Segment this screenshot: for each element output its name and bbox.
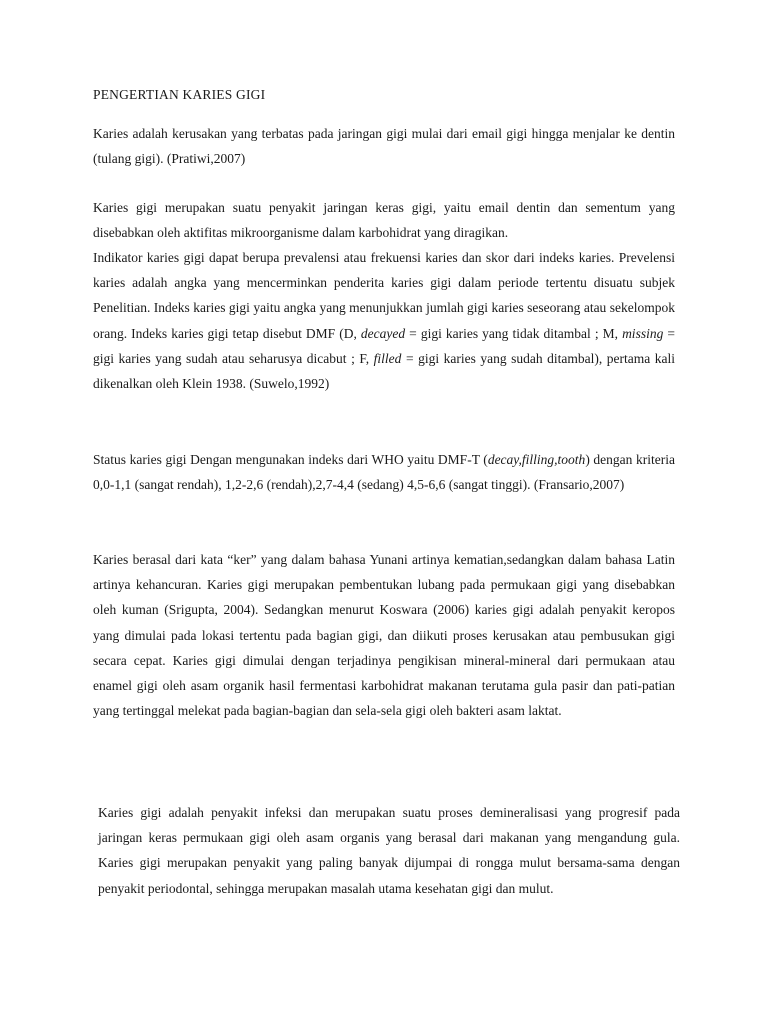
paragraph-definition: Karies adalah kerusakan yang terbatas pada jaringan gigi mulai dari email gigi hingga menjalar ke dentin (tulang gigi). (Pratiwi,2007)	[93, 126, 675, 167]
paragraph-status-text-a: Status karies gigi Dengan mengunakan indeks dari WHO yaitu DMF-T (	[93, 452, 488, 467]
paragraph-origin: Karies berasal dari kata “ker” yang dalam bahasa Yunani artinya kematian,sedangkan dalam bahasa Latin artinya kehancuran. Karies gigi merupakan pembentukan lubang pada permukaan gigi yang disebabkan oleh kuman (Srigupta, 2004). Sedangkan menurut Koswara (2006) karies gigi adalah penyakit keropos yang dimulai pada lokasi tertentu pada bagian gigi, dan diikuti proses kerusakan atau pembusukan gigi secara cepat. Karies gigi dimulai dengan terjadinya pengikisan mineral-mineral dari permukaan atau enamel gigi oleh asam organik hasil fermentasi karbohidrat makanan terutama gula pasir dan pati-patian yang tertinggal melekat pada bagian-bagian dan sela-sela gigi oleh bakteri asam laktat.	[93, 552, 675, 719]
paragraph-hard-tissue: Karies gigi merupakan suatu penyakit jaringan keras gigi, yaitu email dentin dan sementum yang disebabkan oleh aktifitas mikroorganisme dalam karbohidrat yang diragikan.	[93, 200, 675, 241]
paragraph-infection: Karies gigi adalah penyakit infeksi dan merupakan suatu proses demineralisasi yang progresif pada jaringan keras permukaan gigi oleh asam organis yang berasal dari makanan yang mengandung gula. Karies gigi merupakan penyakit yang paling banyak dijumpai di rongga mulut bersama-sama dengan penyakit periodontal, sehingga merupakan masalah utama kesehatan gigi dan mulut.	[98, 805, 680, 896]
term-decayed: decayed	[360, 325, 406, 341]
paragraph-status	[93, 447, 675, 497]
paragraph-indicator-text-b: = gigi karies yang tidak ditambal ; M,	[405, 325, 623, 341]
term-decay-filling-tooth: decay,filling,tooth	[487, 452, 586, 467]
paragraph-indicator-text-c: = gigi karies yang sudah atau seharusya dicabut ; F,	[93, 325, 675, 366]
paragraph-indicator-text-d: = gigi karies yang sudah ditambal), pertama kali dikenalkan oleh Klein 1938. (Suwelo,1992)	[93, 350, 675, 392]
term-filled: filled	[373, 350, 402, 366]
document-title: PENGERTIAN KARIES GIGI	[93, 87, 266, 102]
paragraph-indicator-text-a: Indikator karies gigi dapat berupa prevalensi atau frekuensi karies dan skor dari indeks karies. Prevelensi karies adalah angka yang mencerminkan penderita karies gigi dalam periode tertentu disuatu subjek Penelitian. Indeks karies gigi yaitu angka yang menunjukkan jumlah gigi karies seseorang atau sekelompok orang. Indeks karies gigi tetap disebut DMF (D,	[93, 250, 675, 341]
paragraph-indicator	[93, 245, 675, 396]
paragraph-status-text-b: ) dengan kriteria 0,0-1,1 (sangat rendah), 1,2-2,6 (rendah),2,7-4,4 (sedang) 4,5-6,6 (sangat tinggi). (Fransario,2007)	[93, 452, 675, 493]
term-missing: missing	[622, 325, 664, 341]
